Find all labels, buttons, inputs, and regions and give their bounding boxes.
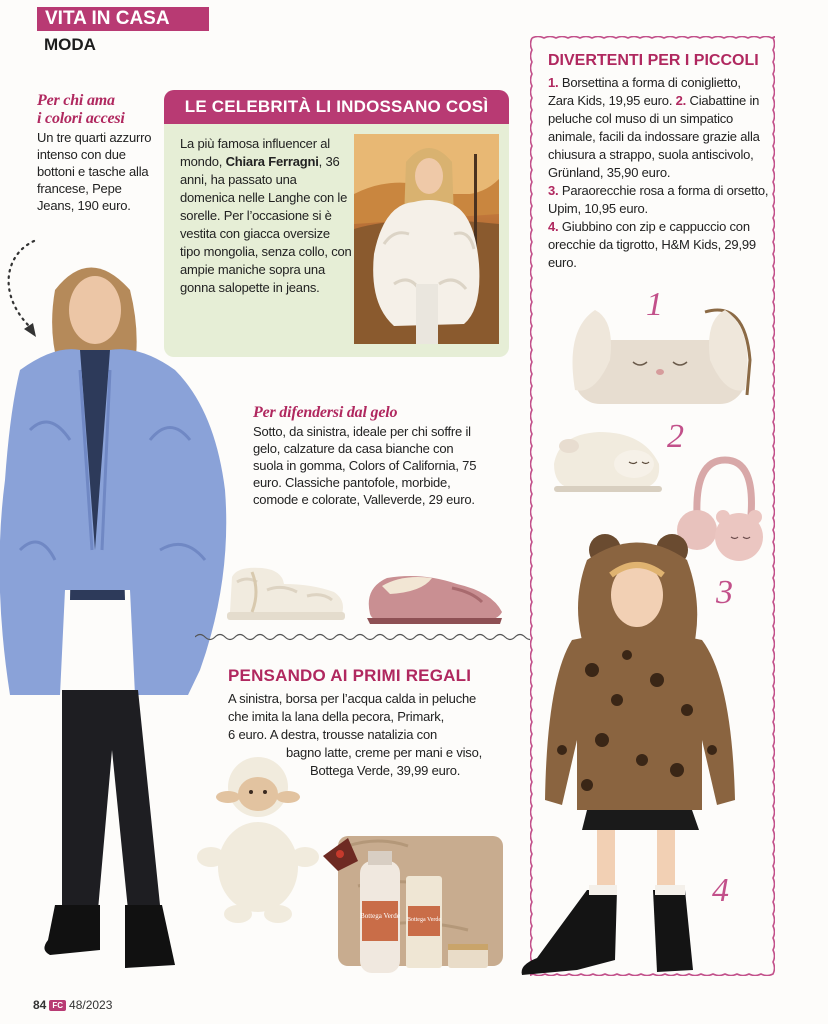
magazine-badge: FC bbox=[49, 1000, 66, 1011]
celebrity-name: Chiara Ferragni bbox=[225, 154, 319, 169]
item-number-2: 2 bbox=[667, 418, 684, 455]
bottle-brand-label: Bottega Verde bbox=[360, 912, 400, 920]
item-number-3: 3 bbox=[716, 574, 733, 611]
coat-caption-title: Per chi ama i colori accesi bbox=[37, 92, 125, 127]
gifts-text: A sinistra, borsa per l’acqua calda in peluche che imita la lana della pecora, Primark, 6 euro. A destra, trousse natalizia con bagno latte, creme per mani e viso, Bottega Verde, 39,99 euro. bbox=[228, 691, 483, 778]
page-number: 84 bbox=[33, 998, 47, 1012]
section-tag: VITA IN CASA bbox=[37, 7, 209, 31]
white-slipper-photo bbox=[222, 562, 347, 626]
animal-slipper-photo bbox=[549, 424, 664, 496]
page-footer bbox=[33, 998, 112, 1012]
tube-brand-label: Bottega Verde bbox=[406, 917, 442, 923]
cold-caption bbox=[253, 404, 485, 508]
wavy-divider bbox=[195, 630, 530, 644]
celebrity-text: La più famosa influencer al mondo, Chiara Ferragni, 36 anni, ha passato una domenica nelle Langhe con le sorelle. Per l’occasione si è vestita con giacca oversize tipo mongolia, senza collo, con ampie maniche sopra una gonna salopette in jeans. bbox=[180, 136, 352, 295]
section-subtitle: MODA bbox=[44, 35, 96, 54]
issue-number: 48/2023 bbox=[69, 998, 113, 1012]
coat-caption-body: Un tre quarti azzurro intenso con due bottoni e tasche alla francese, Pepe Jeans, 190 euro. bbox=[37, 130, 152, 213]
sheep-hot-water-bottle-photo bbox=[193, 752, 323, 927]
gifts-title: PENSANDO AI PRIMI REGALI bbox=[228, 666, 472, 685]
kids-text: 1. Borsettina a forma di coniglietto, Zara Kids, 19,95 euro. 2. Ciabattine in peluche col muso di un simpatico animale, facili da indossare grazie alla chiusura a strappo, suola antiscivolo, Grünland, 35,90 euro. 3. Paraorecchie rosa a forma di orsetto, Upim, 10,95 euro. 4. Giubbino con zip e cappuccio con orecchie da tigrotto, H&M Kids, 29,99 euro. bbox=[548, 75, 769, 270]
kids-title: DIVERTENTI PER I PICCOLI bbox=[548, 52, 759, 69]
cold-caption-title: Per difendersi dal gelo bbox=[253, 404, 398, 421]
coat-caption bbox=[37, 92, 157, 214]
cold-caption-body: Sotto, da sinistra, ideale per chi soffre il gelo, calzature da casa bianche con suola in gomma, Colors of California, 75 euro. Classiche pantofole, morbide, comode e colorate, Valleverde, 29 euro. bbox=[253, 424, 477, 507]
celebrity-heading: LE CELEBRITÀ LI INDOSSANO COSÌ bbox=[164, 90, 509, 124]
item-number-1: 1 bbox=[646, 286, 663, 323]
item-number-4: 4 bbox=[712, 872, 729, 909]
celebrity-photo bbox=[354, 134, 499, 344]
pink-slipper-photo bbox=[362, 566, 507, 626]
girl-leopard-jacket-photo bbox=[517, 530, 737, 980]
christmas-beauty-kit-photo bbox=[318, 826, 508, 981]
